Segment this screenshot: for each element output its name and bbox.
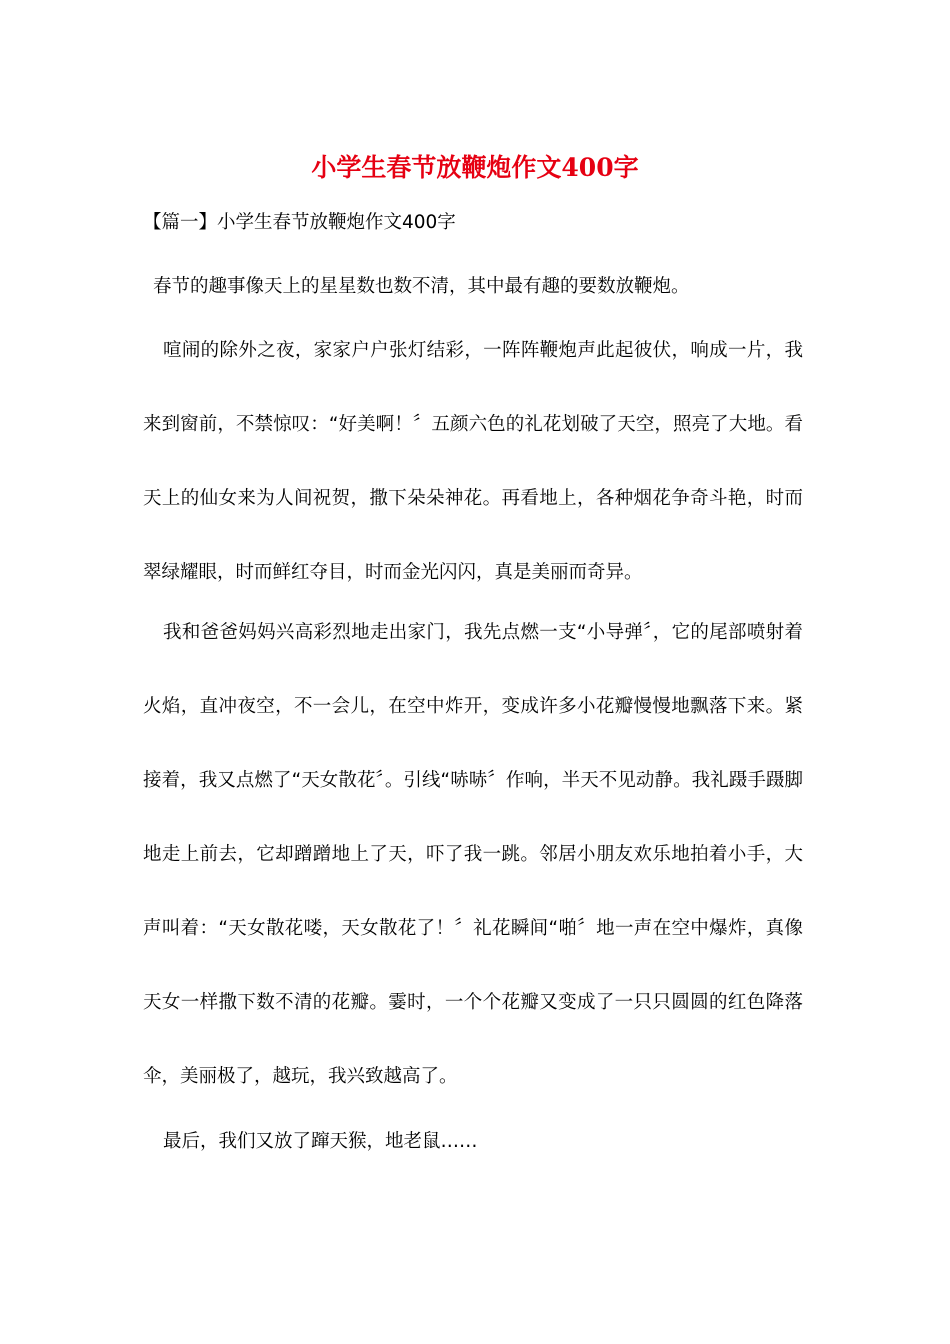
paragraph-fireworks: 我和爸爸妈妈兴高彩烈地走出家门，我先点燃一支“小导弹〞，它的尾部喷射着火焰，直冲夜空，不一会儿，在空中炸开，变成许多小花瓣慢慢地飘落下来。紧接着，我又点燃了“天女散花〞。引线“哧哧〞作响，半天不见动静。我礼蹑手蹑脚地走上前去，它却蹭蹭地上了天，吓了我一跳。邻居小朋友欢乐地拍着小手，大声叫着：“天女散花喽，天女散花了！〞礼花瞬间“啪〞地一声在空中爆炸，真像天女一样撒下数不清的花瓣。霎时，一个个花瓣又变成了一只只圆圆的红色降落伞，美丽极了，越玩，我兴致越高了。 <box>143 622 803 1087</box>
paragraph-ending: 最后，我们又放了蹿天猴，地老鼠…… <box>163 1131 478 1152</box>
paragraph-intro: 春节的趣事像天上的星星数也数不清，其中最有趣的要数放鞭炮。 <box>153 276 690 297</box>
section-heading: 【篇一】小学生春节放鞭炮作文400字 <box>143 212 456 233</box>
document-title: 小学生春节放鞭炮作文400字 <box>311 153 639 182</box>
paragraph-new-years-eve: 喧闹的除外之夜，家家户户张灯结彩，一阵阵鞭炮声此起彼伏，响成一片，我来到窗前，不禁惊叹：“好美啊！〞五颜六色的礼花划破了天空，照亮了大地。看天上的仙女来为人间祝贺，撒下朵朵神花。再看地上，各种烟花争奇斗艳，时而翠绿耀眼，时而鲜红夺目，时而金光闪闪，真是美丽而奇异。 <box>143 340 803 583</box>
